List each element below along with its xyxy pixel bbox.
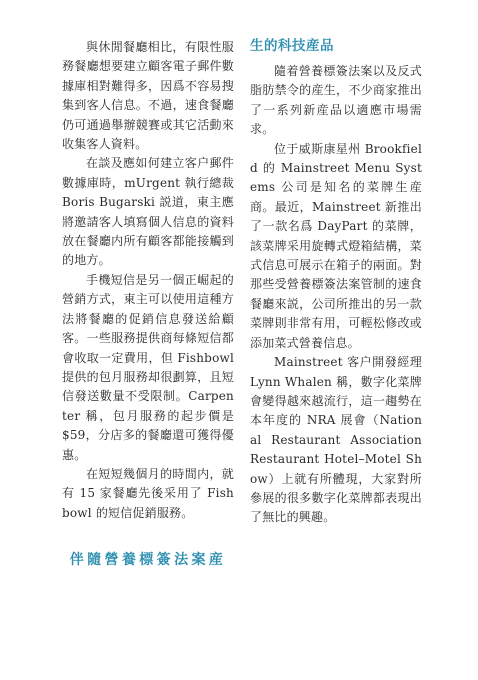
paragraph-fishbowl-adoption: 在短短幾個月的時間内，就有 15 家餐廳先後采用了 Fishbowl 的短信促銷服務。 <box>62 466 234 520</box>
section-heading-part2: 生的科技産品 <box>250 38 334 54</box>
right-column <box>250 38 422 528</box>
paragraph-new-products: 隨着營養標簽法案以及反式脂肪禁令的産生，不少商家推出了一系列新産品以適應市場需求。 <box>250 64 422 137</box>
section-heading-part1: 伴隨營養標簽法案産 <box>69 552 227 569</box>
left-column <box>62 38 234 569</box>
paragraph-email-database: 與休閒餐廳相比，有限性服務餐廳想要建立顧客電子郵件數據庫相對難得多，因爲不容易搜集到客人信息。不過，速食餐廳仍可通過舉辦競賽或其它活動來收集客人資料。 <box>62 40 234 152</box>
paragraph-sms-marketing: 手機短信是另一個正崛起的營銷方式，東主可以使用這種方法將餐廳的促銷信息發送給顧客。一些服務提供商每條短信都會收取一定費用，但 Fishbowl 提供的包月服務却很劃算，且短信發送數量不受限制。Carpenter 稱，包月服務的起步價是 $59，分店多的餐廳還可獲得優惠。 <box>62 272 234 462</box>
paragraph-digital-menus: Mainstreet 客户開發經理 Lynn Whalen 稱，數字化菜牌會變得越來越流行，這一趨勢在本年度的 NRA 展會（National Restaurant Association Restaurant Hotel–Motel Show）上就有所體現，大家對所參展的很多數字化菜牌都表現出了無比的興趣。 <box>250 355 422 525</box>
paragraph-murgent-quote: 在談及應如何建立客户郵件數據庫時，mUrgent 執行總裁 Boris Bugarski 説道，東主應將邀請客人填寫個人信息的資料放在餐廳内所有顧客都能接觸到的地方。 <box>62 156 234 268</box>
paragraph-mainstreet-daypart: 位于威斯康星州 Brookfield 的 Mainstreet Menu Systems 公司是知名的菜牌生産商。最近，Mainstreet 新推出了一款名爲 DayPart 的菜牌，該菜牌采用旋轉式燈箱結構，菜式信息可展示在箱子的兩面。對那些受營養標簽法案管制的速食餐廳來説，公司所推出的另一款菜牌則非常有用，可輕松修改或添加菜式營養信息。 <box>250 141 422 350</box>
